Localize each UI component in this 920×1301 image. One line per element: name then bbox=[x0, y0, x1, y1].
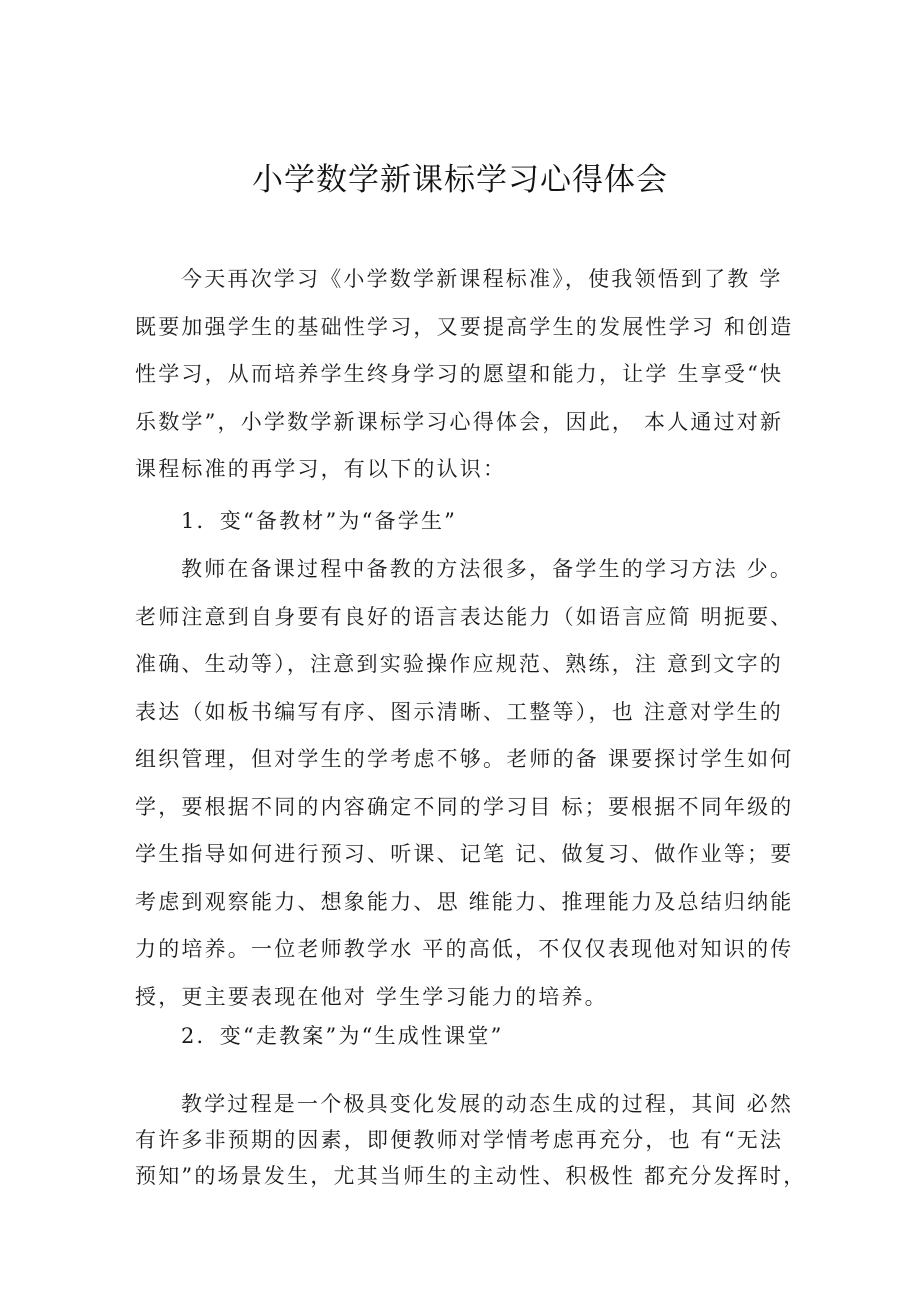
section-heading-2 bbox=[135, 1013, 795, 1061]
section-heading-text: 1．变“备教材”为“备学生” bbox=[181, 509, 458, 533]
text-line: 学生指导如何进行预习、听课、记笔 记、做复习、做作业等；要 bbox=[135, 842, 794, 866]
text-line: 组织管理，但对学生的学考虑不够。老师的备 课要探讨学生如何 bbox=[135, 747, 794, 771]
text-line: 学，要根据不同的内容确定不同的学习目 标；要根据不同年级的 bbox=[135, 794, 794, 819]
section-heading-1 bbox=[135, 498, 795, 546]
text-line: 授，更主要表现在他对 学生学习能力的培养。 bbox=[135, 984, 608, 1009]
section-heading-text: 2．变“走教案”为“生成性课堂” bbox=[181, 1024, 504, 1048]
text-line: 课程标准的再学习，有以下的认识： bbox=[135, 457, 507, 481]
text-line: 预知”的场景发生，尤其当师生的主动性、积极性 都充分发挥时， bbox=[135, 1164, 807, 1188]
text-line: 老师注意到自身要有良好的语言表达能力（如语言应简 明扼要、 bbox=[135, 604, 794, 629]
text-line: 力的培养。一位老师教学水 平的高低，不仅仅表现他对知识的传 bbox=[135, 937, 794, 961]
paragraph-intro bbox=[135, 256, 795, 494]
paragraph-generative-class bbox=[135, 1086, 807, 1194]
text-line: 表达（如板书编写有序、图示清晰、工整等），也 注意对学生的 bbox=[135, 699, 783, 724]
text-line: 准确、生动等），注意到实验操作应规范、熟练，注 意到文字的 bbox=[135, 652, 783, 676]
text-line: 既要加强学生的基础性学习，又要提高学生的发展性学习 和创造 bbox=[135, 314, 794, 339]
text-line: 今天再次学习《小学数学新课程标准》，使我领悟到了教 学 bbox=[181, 267, 783, 291]
text-line: 教师在备课过程中备教的方法很多，备学生的学习方法 少。 bbox=[181, 557, 794, 581]
text-line: 教学过程是一个极具变化发展的动态生成的过程，其间 必然 bbox=[181, 1092, 794, 1116]
text-line: 有许多非预期的因素，即便教师对学情考虑再充分，也 有“无法 bbox=[135, 1128, 784, 1152]
text-line: 考虑到观察能力、想象能力、思 维能力、推理能力及总结归纳能 bbox=[135, 889, 794, 914]
paragraph-prepare-students bbox=[135, 546, 795, 1021]
text-line: 性学习，从而培养学生终身学习的愿望和能力，让学 生享受“快 bbox=[135, 362, 784, 386]
document-title: 小学数学新课标学习心得体会 bbox=[252, 162, 668, 198]
text-line: 乐数学”，小学数学新课标学习心得体会，因此， 本人通过对新 bbox=[135, 409, 784, 434]
